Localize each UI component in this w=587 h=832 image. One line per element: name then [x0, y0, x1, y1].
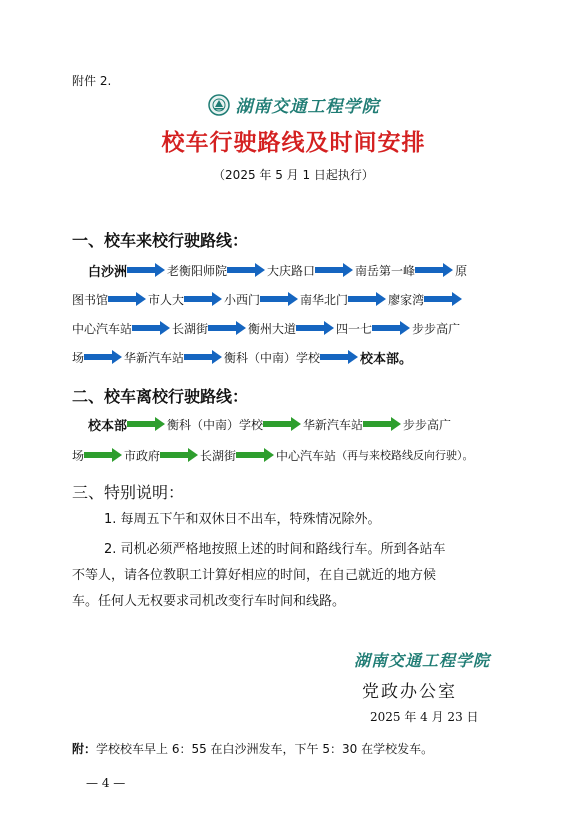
- school-emblem-icon: [208, 94, 230, 116]
- route-stop: 大庆路口: [267, 263, 316, 278]
- route-line: [72, 444, 522, 466]
- section2-heading: 二、校车离校行驶路线：: [72, 387, 249, 406]
- route-stop: 小西门: [224, 292, 261, 307]
- route-arrow-icon: [127, 413, 167, 435]
- page-title: 校车行驶路线及时间安排: [161, 130, 426, 156]
- route-arrow-icon: [127, 259, 167, 281]
- route-arrow-icon: [424, 288, 464, 310]
- route-stop: 场: [72, 350, 85, 365]
- route-arrow-icon: [132, 317, 172, 339]
- route-stop: 市政府: [124, 448, 161, 463]
- route-stop: 老衡阳师院: [167, 263, 228, 278]
- route-note: （再与来校路线反向行驶）。: [336, 449, 474, 462]
- route-stop: 南岳第一峰: [355, 263, 416, 278]
- school-header: [0, 92, 587, 117]
- route-arrow-icon: [320, 346, 360, 368]
- route-stop: 场: [72, 448, 85, 463]
- route-stop: 长湖街: [200, 448, 237, 463]
- section1-heading: 一、校车来校行驶路线：: [72, 231, 249, 250]
- footnote-prefix: 附：: [72, 742, 97, 756]
- route-stop: 步步高广: [403, 417, 452, 432]
- school-name: 湖南交通工程学院: [235, 97, 380, 117]
- route-arrow-icon: [348, 288, 388, 310]
- outgoing-route: [72, 413, 522, 475]
- route-arrow-icon: [236, 444, 276, 466]
- route-line: [72, 317, 522, 339]
- route-arrow-icon: [84, 444, 124, 466]
- route-stop: 中心汽车站: [72, 321, 133, 336]
- route-line: [72, 259, 522, 281]
- route-stop: 南华北门: [300, 292, 349, 307]
- route-arrow-icon: [415, 259, 455, 281]
- note-item-1: 1. 每周五下午和双休日不出车，特殊情况除外。: [104, 512, 381, 527]
- note-item-2-line-1: 2. 司机必须严格地按照上述的时间和路线行车。所到各站车: [104, 542, 446, 557]
- route-arrow-icon: [108, 288, 148, 310]
- route-arrow-icon: [372, 317, 412, 339]
- note-item-2-line-3: 车。任何人无权要求司机改变行车时间和线路。: [72, 594, 346, 609]
- route-stop: 校本部: [88, 418, 128, 434]
- route-stop: 四一七: [336, 321, 373, 336]
- route-arrow-icon: [208, 317, 248, 339]
- route-arrow-icon: [263, 413, 303, 435]
- route-stop: 白沙洲: [88, 264, 128, 280]
- route-arrow-icon: [260, 288, 300, 310]
- route-stop: 长湖街: [172, 321, 209, 336]
- route-arrow-icon: [160, 444, 200, 466]
- footnote: [72, 740, 433, 757]
- route-stop: 衡州大道: [248, 321, 297, 336]
- route-arrow-icon: [184, 288, 224, 310]
- route-stop: 衡科（中南）学校: [167, 417, 264, 432]
- route-arrow-icon: [227, 259, 267, 281]
- route-stop: 华新汽车站: [124, 350, 185, 365]
- route-arrow-icon: [296, 317, 336, 339]
- route-stop: 校本部。: [360, 351, 413, 367]
- route-arrow-icon: [184, 346, 224, 368]
- route-stop: 原: [455, 263, 468, 278]
- route-stop: 华新汽车站: [303, 417, 364, 432]
- route-arrow-icon: [315, 259, 355, 281]
- attachment-label: 附件 2.: [72, 74, 112, 88]
- signature-date: 2025 年 4 月 23 日: [370, 710, 479, 724]
- route-arrow-icon: [363, 413, 403, 435]
- page-subtitle: （2025 年 5 月 1 日起执行）: [213, 168, 374, 182]
- signature-school: 湖南交通工程学院: [354, 651, 491, 670]
- route-stop: 步步高广: [412, 321, 461, 336]
- page-number: — 4 —: [86, 776, 126, 790]
- route-stop: 廖家湾: [388, 292, 425, 307]
- route-stop: 衡科（中南）学校: [224, 350, 321, 365]
- note-item-2-line-2: 不等人，请各位教职工计算好相应的时间，在自己就近的地方候: [72, 568, 437, 583]
- route-line: [72, 413, 522, 435]
- route-line: [72, 346, 522, 368]
- footnote-text: 学校校车早上 6：55 在白沙洲发车，下午 5：30 在学校发车。: [96, 742, 434, 756]
- incoming-route: [72, 259, 522, 375]
- route-stop: 市人大: [148, 292, 185, 307]
- route-line: [72, 288, 522, 310]
- route-stop: 中心汽车站: [276, 448, 337, 463]
- route-stop: 图书馆: [72, 292, 109, 307]
- signature-office: 党政办公室: [362, 682, 457, 702]
- route-arrow-icon: [84, 346, 124, 368]
- section3-heading: 三、特别说明：: [72, 483, 185, 502]
